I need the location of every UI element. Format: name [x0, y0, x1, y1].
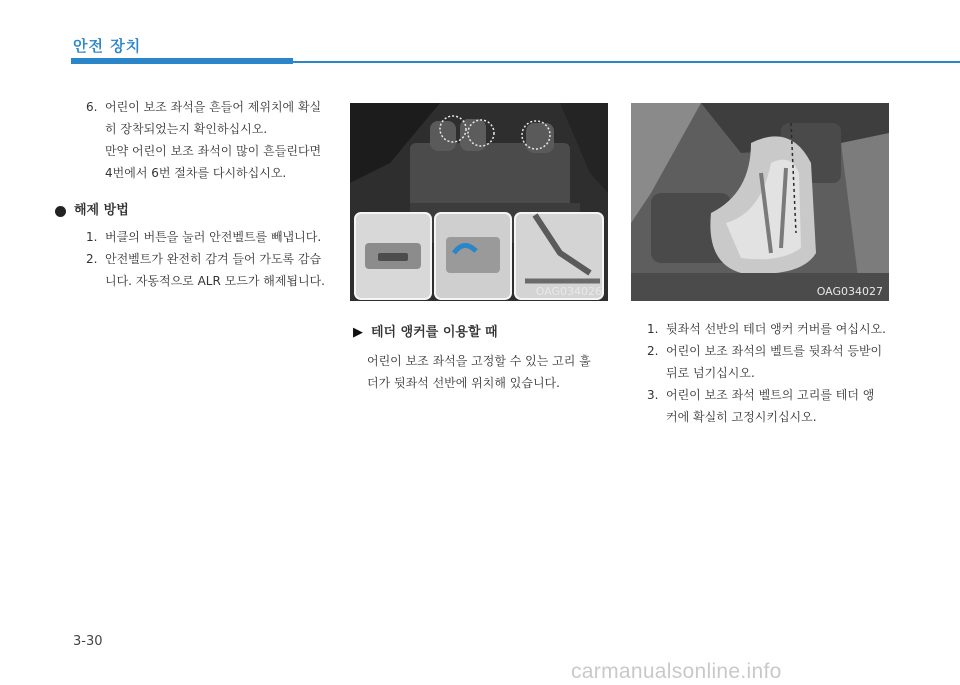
release-item [86, 248, 338, 292]
header-rule-thin [293, 61, 960, 63]
tether-step [647, 384, 892, 428]
bullet-dot-icon [55, 206, 66, 217]
tether-title: 테더 앵커를 이용할 때 [371, 325, 498, 340]
triangle-right-icon: ▶ [353, 325, 363, 340]
section-title: 안전 장치 [73, 37, 142, 55]
child-seat-photo [631, 103, 889, 301]
paragraph-line: 더가 뒷좌석 선반에 위치해 있습니다. [367, 376, 560, 390]
step-number: 6. [86, 100, 98, 114]
header-rule-thick [71, 58, 293, 64]
item-text-line: 안전벨트가 완전히 감겨 들어 가도록 감습 [105, 252, 322, 266]
step-text-line: 어린이 보조 좌석의 벨트를 뒷좌석 등받이 [666, 344, 883, 358]
rear-shelf-photo [350, 103, 608, 301]
step-text-line: 만약 어린이 보조 좌석이 많이 흔들린다면 [105, 144, 322, 158]
tether-step [647, 340, 892, 384]
tether-paragraph [367, 350, 609, 394]
step-number: 3. [647, 388, 659, 402]
step-text-line: 어린이 보조 좌석 벨트의 고리를 테더 앵 [666, 388, 875, 402]
release-heading [55, 200, 338, 222]
step-6 [86, 96, 338, 184]
right-column [647, 318, 892, 428]
release-title: 해제 방법 [74, 203, 129, 218]
step-number: 2. [647, 344, 659, 358]
figure-label: OAG034026 [535, 285, 602, 298]
figure-label: OAG034027 [816, 285, 883, 298]
paragraph-line: 어린이 보조 좌석을 고정할 수 있는 고리 훌 [367, 354, 591, 368]
step-number: 1. [647, 322, 659, 336]
tether-step [647, 318, 892, 340]
item-text-line: 버클의 버튼을 눌러 안전벨트를 빼냅니다. [105, 230, 322, 244]
step-text-line: 뒷좌석 선반의 테더 앵커 커버를 여십시오. [666, 322, 886, 336]
item-number: 1. [86, 230, 98, 244]
page-number: 3-30 [73, 634, 103, 649]
left-column [74, 96, 338, 292]
item-number: 2. [86, 252, 98, 266]
release-item [86, 226, 338, 248]
step-text-line: 4번에서 6번 절차를 다시하십시오. [105, 166, 287, 180]
step-text-line: 히 장착되었는지 확인하십시오. [105, 122, 268, 136]
step-text-line: 뒤로 넘기십시오. [666, 366, 755, 380]
middle-column [353, 322, 609, 394]
release-list [86, 226, 338, 292]
watermark: carmanualsonline.info [571, 660, 782, 683]
tether-heading [353, 322, 609, 344]
item-text-line: 니다. 자동적으로 ALR 모드가 해제됩니다. [105, 274, 326, 288]
step-text-line: 커에 확실히 고정시키십시오. [666, 410, 817, 424]
child-seat-illustration [631, 103, 889, 301]
step-text-line: 어린이 보조 좌석을 흔들어 제위치에 확실 [105, 100, 322, 114]
rear-shelf-illustration [350, 103, 608, 301]
